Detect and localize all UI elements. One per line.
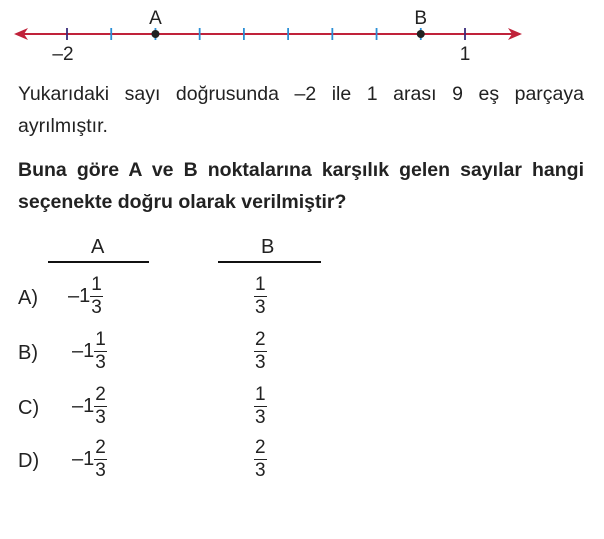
denominator: 3: [255, 460, 266, 481]
numerator: 1: [255, 274, 266, 295]
option-a-value-a: [68, 275, 103, 318]
whole-part: 1: [83, 340, 95, 362]
point-b-label: B: [414, 8, 428, 29]
fraction: [254, 275, 267, 318]
fraction: [90, 275, 103, 318]
description-paragraph: Yukarıdaki sayı doğrusunda –2 ile 1 arası 9 eş parçaya ayrılmıştır.: [18, 83, 584, 137]
option-b-value-a: [72, 330, 107, 373]
fraction: [254, 330, 267, 373]
fraction: [254, 385, 267, 428]
whole-part: 1: [83, 448, 95, 470]
sign: –: [72, 340, 84, 362]
option-a-value-b: [254, 275, 267, 318]
option-b-value-b: [254, 330, 267, 373]
option-c-value-b: [254, 385, 267, 428]
denominator: 3: [255, 407, 266, 428]
option-d-value-b: [254, 438, 267, 481]
numerator: 1: [255, 384, 266, 405]
whole-part: 1: [83, 395, 95, 417]
option-label: B): [18, 342, 38, 364]
fraction: [254, 438, 267, 481]
numerator: 1: [91, 274, 102, 295]
column-b-rule: [218, 261, 321, 263]
denominator: 3: [95, 352, 106, 373]
numerator: 1: [95, 329, 106, 350]
sign: –: [68, 285, 80, 307]
whole-part: 1: [79, 285, 91, 307]
denominator: 3: [95, 460, 106, 481]
tick-label-one: 1: [459, 44, 471, 65]
point-b-dot: [417, 30, 425, 38]
numerator: 2: [95, 384, 106, 405]
denominator: 3: [91, 297, 102, 318]
denominator: 3: [255, 352, 266, 373]
numerator: 2: [255, 437, 266, 458]
option-label: C): [18, 397, 40, 419]
column-a-rule: [48, 261, 149, 263]
numerator: 2: [95, 437, 106, 458]
tick-label-minus-two: –2: [52, 44, 74, 65]
numerator: 2: [255, 329, 266, 350]
question-text: Buna göre A ve B noktalarına karşılık gelen sayılar hangi seçenekte doğru olarak verilmiştir?: [18, 159, 584, 213]
fraction: [94, 385, 107, 428]
point-a-label: A: [149, 8, 162, 29]
denominator: 3: [95, 407, 106, 428]
sign: –: [72, 448, 84, 470]
denominator: 3: [255, 297, 266, 318]
column-a-header: A: [91, 236, 105, 258]
option-d-value-a: [72, 438, 107, 481]
column-b-header: B: [261, 236, 275, 258]
fraction: [94, 438, 107, 481]
point-a-dot: [151, 30, 159, 38]
option-label: A): [18, 287, 38, 309]
number-line: [0, 0, 604, 70]
option-c-value-a: [72, 385, 107, 428]
fraction: [94, 330, 107, 373]
sign: –: [72, 395, 84, 417]
option-label: D): [18, 450, 40, 472]
